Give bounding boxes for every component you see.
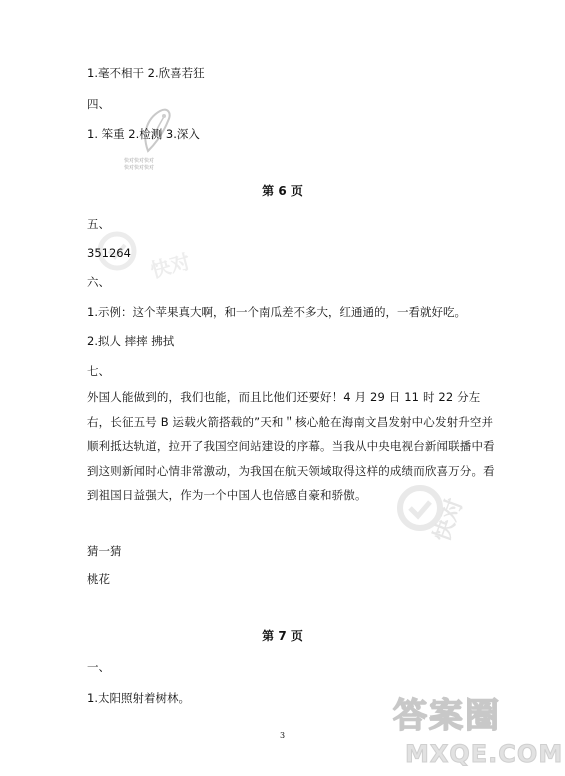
page-number: 3 xyxy=(279,731,286,740)
sentence-answer: 1.太阳照射着树林。 xyxy=(87,691,190,705)
words-answer: 2.拟人 摔摔 拂拭 xyxy=(87,334,175,348)
page-7-heading: 第 7 页 xyxy=(262,629,303,643)
riddle-answer: 桃花 xyxy=(87,572,110,586)
section-six-label: 六、 xyxy=(87,275,110,289)
corner-watermark-url: MXQE.COM xyxy=(405,740,564,768)
corner-watermark-logo xyxy=(385,688,565,776)
corner-watermark-title: 答案圈 xyxy=(393,696,501,736)
riddle-label: 猜一猜 xyxy=(87,544,122,558)
passage-paragraph: 外国人能做到的，我们也能，而且比他们还要好！4 月 29 日 11 时 22 分左右，长征五号 B 运载火箭搭载的”天和＂核心舱在海南文昌发射中心发射升空并顺利抵达轨道，拉开了我国空间站建设的序幕。当我从中央电视台新闻联播中看到这则新闻时心情非常激动，为我国在航天领域取得这样的成绩而欣喜万分。看到祖国日益强大，作为一个中国人也倍感自豪和骄傲。 xyxy=(87,390,495,502)
section-five-label: 五、 xyxy=(87,217,110,231)
sequence-answer: 351264 xyxy=(87,246,131,260)
watermark-brand-upper: 快对 xyxy=(147,249,193,283)
answer-line-1: 1.毫不相干 2.欣喜若狂 xyxy=(87,66,205,80)
watermark-brand-lower: 快对 xyxy=(429,495,469,546)
stamp-caption-2: 快对快对快对 xyxy=(124,165,155,171)
section-one-label: 一、 xyxy=(87,660,110,674)
page-6-heading: 第 6 页 xyxy=(262,184,303,198)
example-sentence: 1.示例：这个苹果真大啊，和一个南瓜差不多大，红通通的，一看就好吃。 xyxy=(87,305,466,319)
stamp-caption-1: 快对快对快对 xyxy=(124,158,155,164)
answer-line-2: 1. 笨重 2.检测 3.深入 xyxy=(87,127,200,141)
section-seven-label: 七、 xyxy=(87,364,110,378)
section-four-label: 四、 xyxy=(87,97,110,111)
